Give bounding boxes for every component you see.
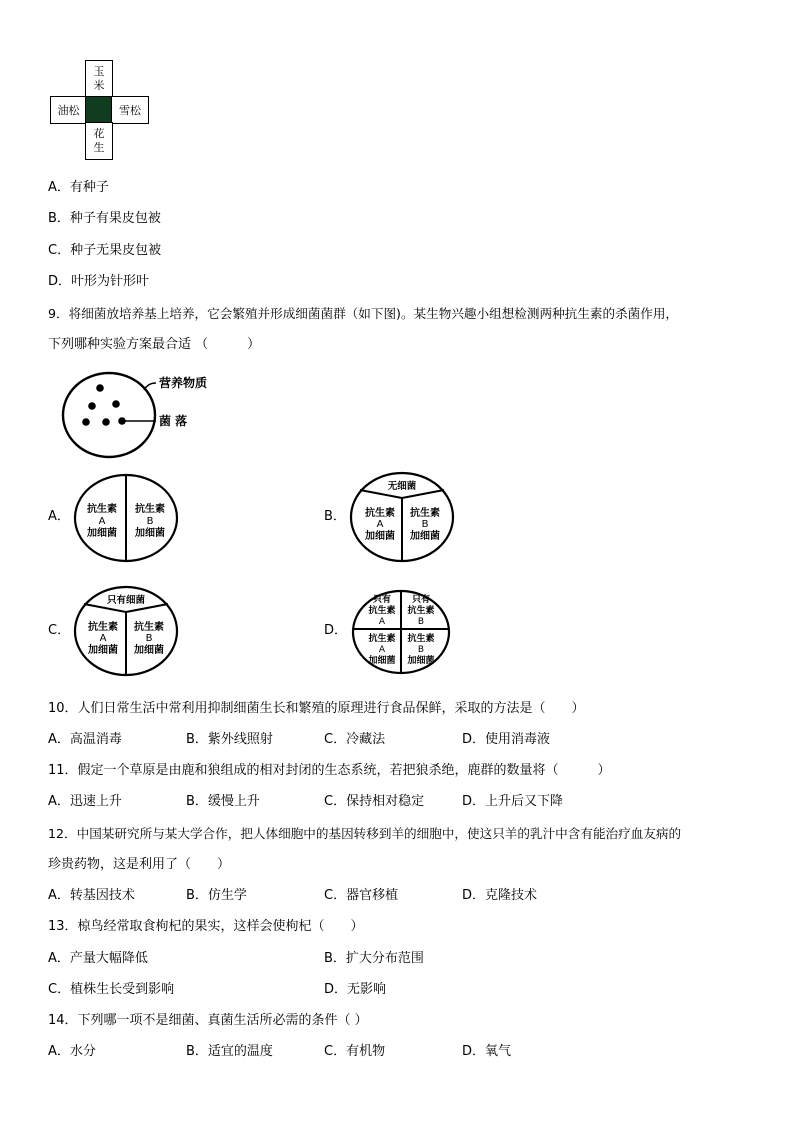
q8-option-c: C．种子无果皮包被 [48, 243, 162, 258]
colony-dot [102, 418, 110, 426]
plate-d-tr-line1: 只有 [411, 595, 431, 605]
q13-option-a: A．产量大幅降低 [48, 951, 148, 966]
plate-d-br-line2: B [417, 645, 425, 655]
cross-center-block [85, 96, 113, 124]
plate-d-br-line3: 加细菌 [407, 656, 435, 666]
plate-d-bl-line2: A [378, 645, 386, 655]
q14-option-b: B．适宜的温度 [186, 1044, 273, 1059]
q12-option-b: B．仿生学 [186, 888, 247, 903]
plate-b-right-line1: 抗生素 [410, 508, 440, 519]
plate-c-left-line1: 抗生素 [88, 622, 118, 633]
plate-c-right-line1: 抗生素 [134, 622, 164, 633]
plate-a-right-line2: B [146, 516, 154, 527]
q14-stem: 14．下列哪一项不是细菌、真菌生活所必需的条件（ ） [48, 1013, 368, 1028]
plate-a-left-line1: 抗生素 [87, 504, 117, 515]
plate-c-right-line3: 加细菌 [134, 645, 164, 656]
plate-b-right-line3: 加细菌 [410, 531, 440, 542]
q10-option-c: C．冷藏法 [324, 732, 386, 747]
plate-d-tl-line1: 只有 [372, 595, 392, 605]
q11-stem: 11．假定一个草原是由鹿和狼组成的相对封闭的生态系统，若把狼杀绝，鹿群的数量将（ ） [48, 763, 611, 778]
q9-option-b-letter: B． [324, 509, 346, 524]
colony-label: 菌 落 [159, 414, 188, 428]
petri-dish-circle [63, 373, 155, 457]
cross-top-cell [85, 60, 113, 98]
colony-dot [88, 402, 96, 410]
petri-dish-figure [58, 366, 228, 466]
plate-d-bl-line3: 加细菌 [368, 656, 396, 666]
q11-option-b: B．缓慢上升 [186, 794, 260, 809]
plate-a-right-line3: 加细菌 [135, 528, 165, 539]
cross-bottom-cell [85, 122, 113, 160]
plate-a-left-line3: 加细菌 [87, 528, 117, 539]
q11-option-a: A．迅速上升 [48, 794, 122, 809]
cross-top-char-2: 米 [93, 79, 105, 92]
cross-bottom-char-1: 花 [93, 127, 105, 140]
q14-option-d: D．氧气 [462, 1044, 512, 1059]
q8-option-d: D．叶形为针形叶 [48, 274, 150, 289]
q12-option-a: A．转基因技术 [48, 888, 135, 903]
q9-option-d-letter: D． [324, 623, 348, 638]
colony-dot [96, 384, 104, 392]
q14-option-c: C．有机物 [324, 1044, 386, 1059]
plate-a [72, 472, 180, 564]
q10-option-b: B．紫外线照射 [186, 732, 273, 747]
q9-stem-line2: 下列哪种实验方案最合适 （ ） [48, 337, 261, 352]
plate-d-tl-line2: 抗生素 [368, 606, 396, 616]
plate-b-top-label: 无细菌 [387, 481, 417, 492]
plate-c-right-line2: B [145, 633, 153, 644]
cross-right-label: 雪松 [119, 104, 141, 117]
plate-d-br-line1: 抗生素 [407, 634, 435, 644]
q12-option-d: D．克隆技术 [462, 888, 538, 903]
q14-option-a: A．水分 [48, 1044, 96, 1059]
q12-option-c: C．器官移植 [324, 888, 399, 903]
q10-stem: 10．人们日常生活中常利用抑制细菌生长和繁殖的原理进行食品保鲜，采取的方法是（ ） [48, 701, 585, 716]
plate-d-tr-line3: B [417, 617, 425, 627]
cross-top-char-1: 玉 [93, 65, 105, 78]
cross-left-cell [50, 96, 87, 124]
q13-option-d: D．无影响 [324, 982, 387, 997]
colony-dot [112, 400, 120, 408]
q9-stem-line1: 9．将细菌放培养基上培养，它会繁殖并形成细菌菌群（如下图)。某生物兴趣小组想检测两种抗生素的杀菌作用， [48, 306, 679, 321]
plate-d [350, 588, 452, 676]
plate-b-left-line3: 加细菌 [365, 531, 395, 542]
plate-c [72, 584, 180, 678]
q10-option-a: A．高温消毒 [48, 732, 122, 747]
q9-option-a-letter: A． [48, 509, 70, 524]
q8-option-b: B．种子有果皮包被 [48, 211, 161, 226]
q8-option-a: A．有种子 [48, 180, 109, 195]
plate-b [348, 470, 456, 564]
plate-b-right-line2: B [421, 519, 429, 530]
plate-c-top-label: 只有细菌 [106, 595, 146, 606]
q10-option-d: D．使用消毒液 [462, 732, 551, 747]
plate-d-tl-line3: A [378, 617, 386, 627]
q11-option-d: D．上升后又下降 [462, 794, 564, 809]
nutrient-label: 营养物质 [159, 376, 208, 390]
q12-stem-line2: 珍贵药物，这是利用了（ ） [48, 857, 231, 872]
q13-option-b: B．扩大分布范围 [324, 951, 424, 966]
plate-a-left-line2: A [98, 516, 106, 527]
plate-b-left-line1: 抗生素 [365, 508, 395, 519]
plate-d-tr-line2: 抗生素 [407, 606, 435, 616]
cross-right-cell [111, 96, 149, 124]
cross-bottom-char-2: 生 [93, 141, 105, 154]
plate-c-left-line3: 加细菌 [88, 645, 118, 656]
q13-stem: 13．椋鸟经常取食枸杞的果实，这样会使枸杞（ ） [48, 919, 364, 934]
plate-c-left-line2: A [99, 633, 107, 644]
q13-option-c: C．植株生长受到影响 [48, 982, 175, 997]
plate-b-left-line2: A [376, 519, 384, 530]
plate-a-right-line1: 抗生素 [135, 504, 165, 515]
colony-dot [82, 418, 90, 426]
cross-left-label: 油松 [57, 104, 80, 117]
plate-d-bl-line1: 抗生素 [368, 634, 396, 644]
q9-option-c-letter: C． [48, 623, 71, 638]
q11-option-c: C．保持相对稳定 [324, 794, 425, 809]
q12-stem-line1: 12．中国某研究所与某大学合作，把人体细胞中的基因转移到羊的细胞中，使这只羊的乳汁中含有能治疗血友病的 [48, 826, 682, 841]
